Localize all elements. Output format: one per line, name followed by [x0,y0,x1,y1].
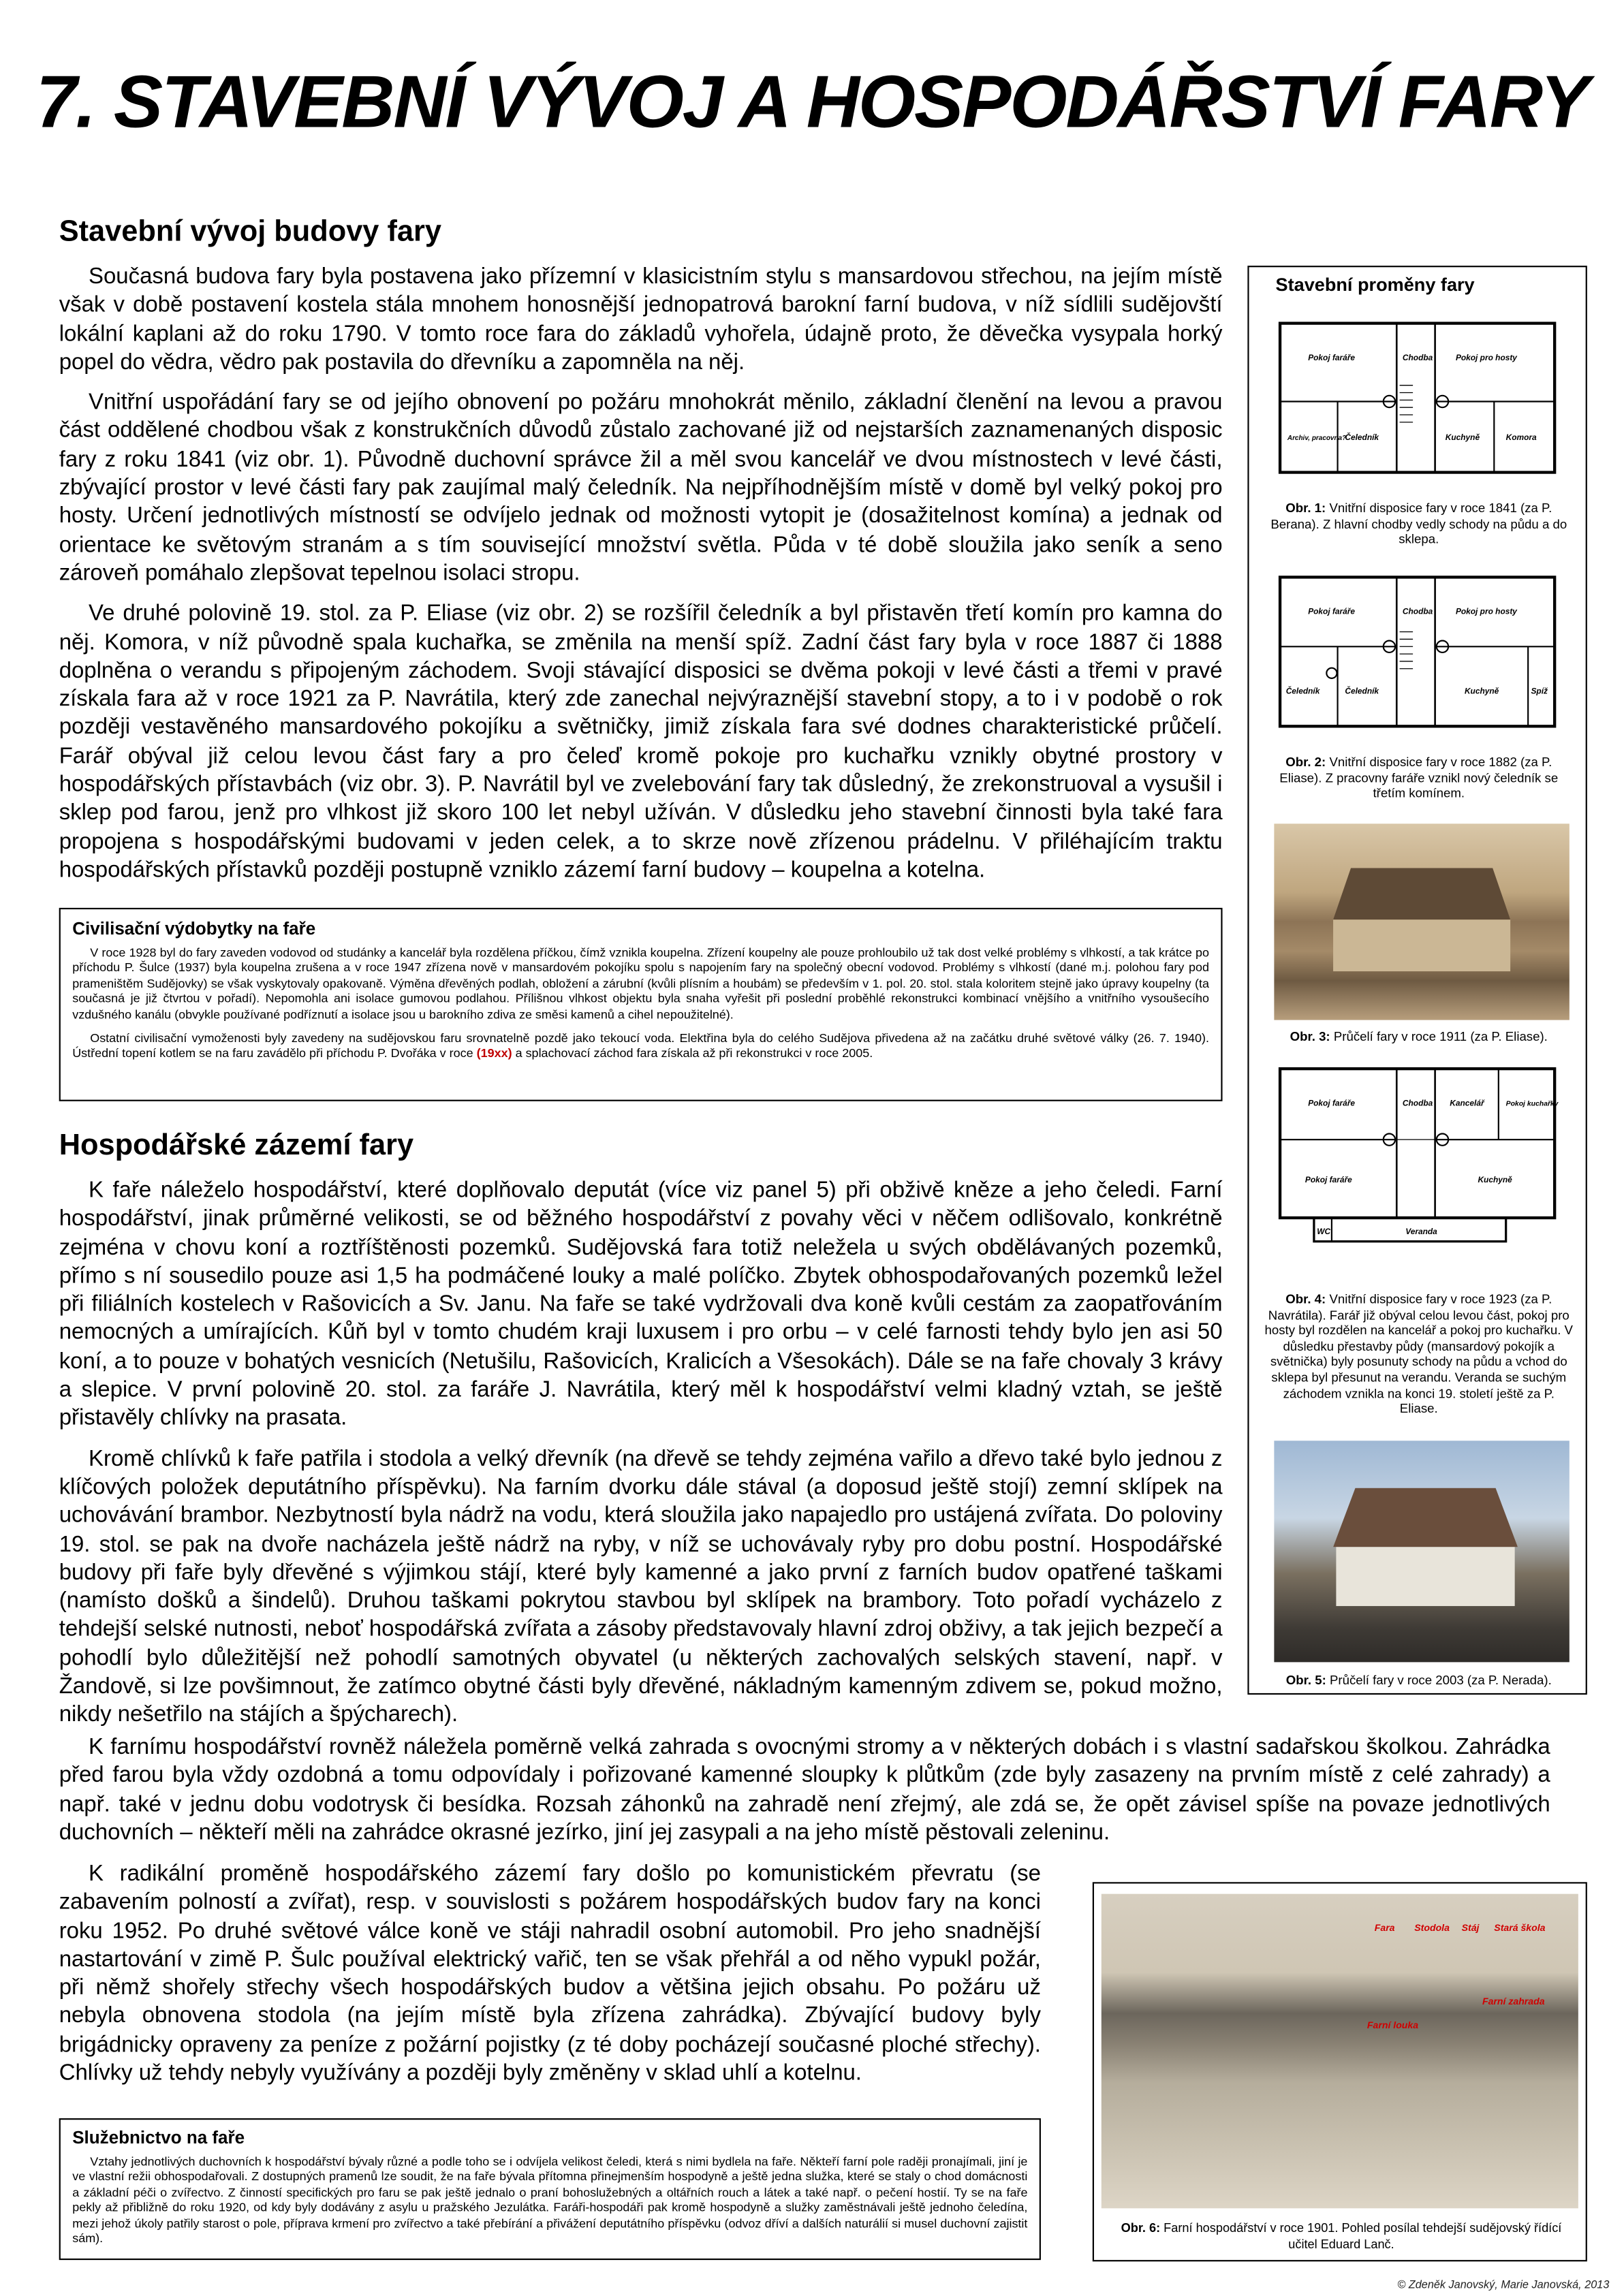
room-label: Kuchyně [1445,432,1480,442]
room-label: Pokoj pro hosty [1455,606,1517,616]
annotation-staj: Stáj [1461,1923,1480,1934]
figure-label: Obr. 6: [1121,2220,1161,2235]
annotation-stara-skola: Stará škola [1494,1923,1546,1934]
section-building-text [59,263,1223,896]
section-farm-text-fire [59,1860,1041,2100]
servants-box [59,2118,1041,2260]
section-farm-text-garden [59,1733,1550,1859]
figure-2-caption [1264,754,1574,801]
room-label: Spíž [1531,686,1548,696]
paragraph: Vnitřní uspořádání fary se od jejího obnovení po požáru mnohokrát měnilo, základní členění na levou a pravou část oddělené chodbou však z konstrukčních důvodů zůstalo zachované již od nejstarších zaznamenaných disposic fary z roku 1841 (viz obr. 1). Původně duchovní správce žil a měl svou kancelář ve dvou místnostech v levé části, zbývající prostor v levé části fary pak zaujímal malý čeledník. Na nejpříhodnějším místě v domě byl velký pokoj pro hosty. Určení jednotlivých místností se odvíjelo jednak od možnosti vytopit je (dosažitelnost komína) a jednak od orientace ke světovým stranám a s tím související množství světla. Půda v té době sloužila jako seník a seno zároveň pomáhalo zlepšovat tepelnou isolaci stropu. [59,390,1223,586]
text: Ostatní civilisační vymoženosti byly zavedeny na sudějovskou faru srovnatelně pozdě jako tekoucí voda. Elektřina byla do celého Sudějova přivedena až na začátku druhé světové války (26. 7. 1940). Ústřední topení kotlem se na faru zavádělo při příchodu P. Dvořáka v roce [72,1030,1210,1061]
room-label: Pokoj kuchařky [1505,1100,1559,1108]
house-roof [1333,868,1510,919]
copyright-footer: © Zdeněk Janovský, Marie Janovská, 2013 [1397,2278,1610,2291]
paragraph: Kromě chlívků k faře patřila i stodola a velký dřevník (na dřevě se tehdy zejména vařilo a dřevo také bylo jednou z klíčových položek deputátního příspěvku). Na farním dvorku dále stával (a doposud ještě stojí) zemní sklípek na uchovávání brambor. Nezbytností byla nádrž na vodu, která sloužila jako napajedlo pro ustájená zvířata. Do poloviny 19. stol. se pak na dvoře nacházela ještě nádrž na ryby, v níž se uchovávaly ryby pro dobu postní. Hospodářské budovy při faře byly dřevěné s výjimkou stájí, které byly kamenné a jako první z farních budov opatřené taškami (namísto došků a šindelů). Druhou taškami pokrytou stavbou byl sklípek na brambory. Toto pořadí vycházelo z tehdejší selské nutnosti, neboť hospodářská zvířata a zásoby představovaly hlavní zdroj obživy, a tak jejich bezpečí a pohodlí bylo důležitější než pohodlí samotných obyvatel (u některých zachovalých selských stavení, např. v Žandově, si lze povšimnout, že zatímco obytné části byly dřevěné, nákladným kamenným zdivem se, pokud možno, nikdy nešetřilo na stájích a špýcharech). [59,1446,1223,1728]
caption-text: Vnitřní disposice fary v roce 1882 (za P. Eliase). Z pracovny faráře vznikl nový čeledník se třetím komínem. [1279,754,1559,801]
room-label: Veranda [1405,1226,1437,1236]
house-wall [1336,1547,1514,1606]
caption-text: Vnitřní disposice fary v roce 1923 (za P. Navrátila). Farář již obýval celou levou část, pokoj pro hosty byl rozdělen na kancelář a pokoj pro kuchařku. V důsledku přestavby půdy (mansardový pokojík a světnička) byly posunuty schody na půdu a vchod do sklepa byl přesunut na verandu. Veranda se suchým záchodem vznikla na konci 19. století ještě za P. Eliase. [1264,1291,1573,1416]
room-label: Archiv, pracovna? [1287,434,1347,442]
annotation-fara: Fara [1374,1923,1395,1934]
floor-plan-1882 [1276,570,1565,732]
annotation-stodola: Stodola [1414,1923,1450,1934]
highlight-year: (19xx) [476,1045,512,1061]
room-label: Čeledník [1345,432,1379,442]
sidebar-building-changes [1247,266,1587,1695]
annotation-farni-louka: Farní louka [1367,2021,1419,2032]
caption-text: Průčelí fary v roce 1911 (za P. Eliase). [1333,1028,1548,1044]
sidebar-heading: Stavební proměny fary [1275,274,1475,296]
caption-text: Farní hospodářství v roce 1901. Pohled posílal tehdejší sudějovský řídící učitel Eduard Lanč. [1164,2220,1562,2251]
caption-text: Průčelí fary v roce 2003 (za P. Nerada). [1329,1672,1552,1688]
paragraph: K radikální proměně hospodářského zázemí fary došlo po komunistickém převratu (se zabavením polností a zvířat), resp. v souvislosti s požárem hospodářských budov fary na konci roku 1952. Po druhé světové válce koně ve stáji nahradil osobní automobil. Pro jeho snadnější nastartování v zimě P. Šulc používal elektrický vařič, ten se však přehřál a od něho vypukl požár, při němž shořely střechy všech hospodářských budov a většina jejich obsahu. Po požáru už nebyla obnovena stodola (na jejím místě byla zřízena zahrádka). Zbývající budovy byly brigádnicky opraveny za peníze z požární pojistky (z té doby pocházejí současné ploché střechy). Chlívky už tehdy nebyly využívány a později byly změněny v sklad uhlí a kotelnu. [59,1861,1041,2086]
room-label: Chodba [1402,606,1433,616]
room-label: Pokoj faráře [1308,352,1356,362]
paragraph: Současná budova fary byla postavena jako přízemní v klasicistním stylu s mansardovou střechou, na jejím místě však v době postavení kostela stála mnohem honosnější jednopatrová barokní farní budova, v níž sídlili sudějovští lokální kaplani až do roku 1790. V tomto roce fara do základů vyhořela, údajně proto, že děvečka vysypala horký popel do vědra, vědro pak postavila do dřevníku a zapomněla na něj. [59,264,1223,375]
room-label: Kuchyně [1464,686,1499,696]
paragraph: Ve druhé polovině 19. stol. za P. Eliase (viz obr. 2) se rozšířil čeledník a byl přistavěn třetí komín pro kamna do něj. Komora, v níž původně spala kuchařka, se změnila na menší spíž. Zadní část fary byla v roce 1887 či 1888 doplněna o verandu s připojeným záchodem. Svoji stávající disposici se dvěma pokoji v levé části a třemi v pravé získala fara až v roce 1921 za P. Navrátila, který zde zanechal nejvýraznější stavební stopy, a to i v podobě o rok později vestavěného mansardového pokojíku a světničky, jimiž získala fara své dodnes charakteristické průčelí. Farář obýval již celou levou část fary a pro čeleď kromě pokoje pro kuchařku vznikly obytné prostory v hospodářských přístavbách (viz obr. 3). P. Navrátil byl ve zvelebování fary tak důsledný, že zrekonstruoval a vysušil i sklep pod farou, jenž pro vlhkost již skoro 100 let nebyl užíván. V důsledku jeho stavební činnosti byla také fara propojena s hospodářskými budovami v jeden celek, a to skrze nově zřízenou prádelnu. V přiléhajícím traktu hospodářských přístavků později postupně vzniklo zázemí farní budovy – koupelna a kotelna. [59,601,1223,883]
photo-facade-2003 [1274,1441,1569,1662]
page-title: 7. STAVEBNÍ VÝVOJ A HOSPODÁŘSTVÍ FARY [35,60,1589,144]
figure-1-caption [1264,501,1574,548]
section-heading-building: Stavební vývoj budovy fary [59,215,441,249]
room-label: WC [1317,1226,1331,1236]
room-label: Pokoj pro hosty [1455,352,1517,362]
figure-4-caption [1264,1291,1574,1417]
section-farm-text [59,1176,1223,1741]
caption-text: Vnitřní disposice fary v roce 1841 (za P. Berana). Z hlavní chodby vedly schody na půdu a do sklepa. [1270,500,1567,547]
figure-label: Obr. 1: [1285,500,1326,516]
room-label: Pokoj faráře [1308,1098,1356,1108]
photo-farm-1901-postcard [1102,1894,1578,2209]
civilisation-box [59,908,1223,1101]
room-label: Chodba [1402,352,1433,362]
paragraph: K farnímu hospodářství rovněž náležela poměrně velká zahrada s ovocnými stromy a v některých dobách i s vlastní sadařskou školkou. Zahrádka před farou byla vždy ozdobná a tomu odpovídaly i pořizované kamenné sloupky k plůtkům (zde byly zasazeny na prvním místě z celé zahrady) a např. také v jednu dobu vodotrysk či besídka. Rozsah záhonků na zahradě není zřejmý, ale zdá se, že opět závisel spíše na povaze jednotlivých duchovních – někteří měli na zahrádce okrasné jezírko, jiní jej zasypali a na jeho místě pěstovali zeleninu. [59,1734,1550,1845]
figure-5-caption [1264,1673,1574,1688]
house-wall [1333,919,1510,971]
figure-6-caption [1106,2220,1576,2252]
figure-label: Obr. 3: [1290,1028,1330,1044]
room-label: Kancelář [1450,1098,1484,1108]
photo-facade-1911 [1274,823,1569,1020]
floor-plan-1841 [1276,316,1565,478]
figure-3-caption [1264,1029,1574,1045]
civilisation-heading: Civilisační výdobytky na faře [72,918,316,939]
civilisation-text-2 [72,1031,1209,1061]
floor-plan-1923 [1276,1061,1565,1268]
room-label: Chodba [1402,1098,1433,1108]
house-roof [1333,1488,1518,1547]
servants-text: Vztahy jednotlivých duchovních k hospodářství bývaly různé a podle toho se i odvíjela velikost čeledi, která s nimi bydlela na faře. Někteří farní pole raději pronajímali, jiní je ve vlastní režii obhospodařovali. Z dostupných pramenů lze soudit, že na faře bývala přítomna přinejmenším hospodyně a ještě jedna služka, které se staly o chod domácnosti a základní péči o zvířectvo. Z činností specifických pro faru se pak ještě jednalo o praní bohoslužebných a oltářních rouch a látek a také např. o pečení hostií. Ty se na faře pekly až přibližně do roku 1920, od kdy byly dodávány z asylu u pražského Jezulátka. Faráři-hospodáři pak kromě hospodyně a služky zaměstnávali ještě jednoho čeledína, mezi jehož úkoly patřily starost o pole, příprava krmení pro zvířectvo a také přebírání a přivážení deputátního příspěvku (odvoz dříví a dalších naturálií si musel duchovní zajistit sám). [72,2154,1028,2246]
room-label: Čeledník [1285,686,1320,696]
room-label: Pokoj faráře [1308,606,1356,616]
figure-label: Obr. 5: [1285,1672,1326,1688]
room-label: Pokoj faráře [1305,1175,1352,1185]
figure-label: Obr. 2: [1285,754,1326,770]
paragraph: K faře náleželo hospodářství, které doplňovalo deputát (více viz panel 5) při obživě kněze a jeho čeledi. Farní hospodářství, jinak průměrné velikosti, se od běžného hospodářství z povahy věci v něčem odlišovalo, konkrétně zejména v chovu koní a roztříštěnosti pozemků. Sudějovská fara totiž neležela u svých obdělávaných pozemků, přímo s ní sousedilo pouze asi 1,5 ha podmáčené louky a malé políčko. Zbytek obhospodařovaných pozemků ležel při filiálních kostelech v Rašovicích a Sv. Janu. Na faře se také vydržovali dva koně kvůli cestám za zaopatřováním nemocných a umírajících. Kůň byl v tomto chudém kraji luxusem i pro orbu – v celé farnosti tehdy bylo jen asi 50 koní, a to pouze v bohatých vesnicích (Netušilu, Rašovicích, Kralicích a Všesokách). Dále se na faře chovaly 3 krávy a slepice. V první polovině 20. stol. za faráře J. Navrátila, který měl k hospodářství velmi kladný vztah, se ještě přistavěly chlívky na prasata. [59,1178,1223,1431]
room-label: Kuchyně [1478,1175,1512,1185]
section-heading-farm: Hospodářské zázemí fary [59,1129,414,1162]
room-label: Čeledník [1345,686,1379,696]
figure-label: Obr. 4: [1285,1291,1326,1307]
civilisation-text: V roce 1928 byl do fary zaveden vodovod od studánky a kancelář byla rozdělena příčkou, čímž vznikla koupelna. Zřízení koupelny ale pouze prohloubilo už tak dost velké problémy s vlhkostí, a tak krátce po příchodu P. Šulce (1937) byla koupelna zrušena a v roce 1947 zřízena nově v mansardovém pokojíku spolu s napojením fary na společný obecní vodovod. Problémy s vlhkostí (dané m.j. polohou fary pod prameništěm Sudějovky) se však vyskytovaly opakovaně. Výměna dřevěných podlah, obložení a zárubní (kvůli plísním a houbám) se především v 1. pol. 20. stol. stala koloritem stejně jako úpravy koupelny (ta současná je již čtvrtou v pořadí). Nepomohla ani isolace gumovou podlahou. Přílišnou vlhkost objektu byla snaha vyřešit při poslední proběhlé rekonstrukci kombinací vnějšího a vnitřního vysoušecího vzdušného kanálu (obvykle používané podříznutí a isolace jsou u barokního zdiva ze směsi kamenů a cihel nepoužitelné). [72,945,1210,1021]
figure-6-box [1093,1882,1587,2261]
annotation-farni-zahrada: Farní zahrada [1482,1997,1545,2008]
room-label: Komora [1505,432,1537,442]
text: a splachovací záchod fara získala až při rekonstrukci v roce 2005. [512,1045,873,1061]
servants-heading: Služebnictvo na faře [72,2127,245,2148]
